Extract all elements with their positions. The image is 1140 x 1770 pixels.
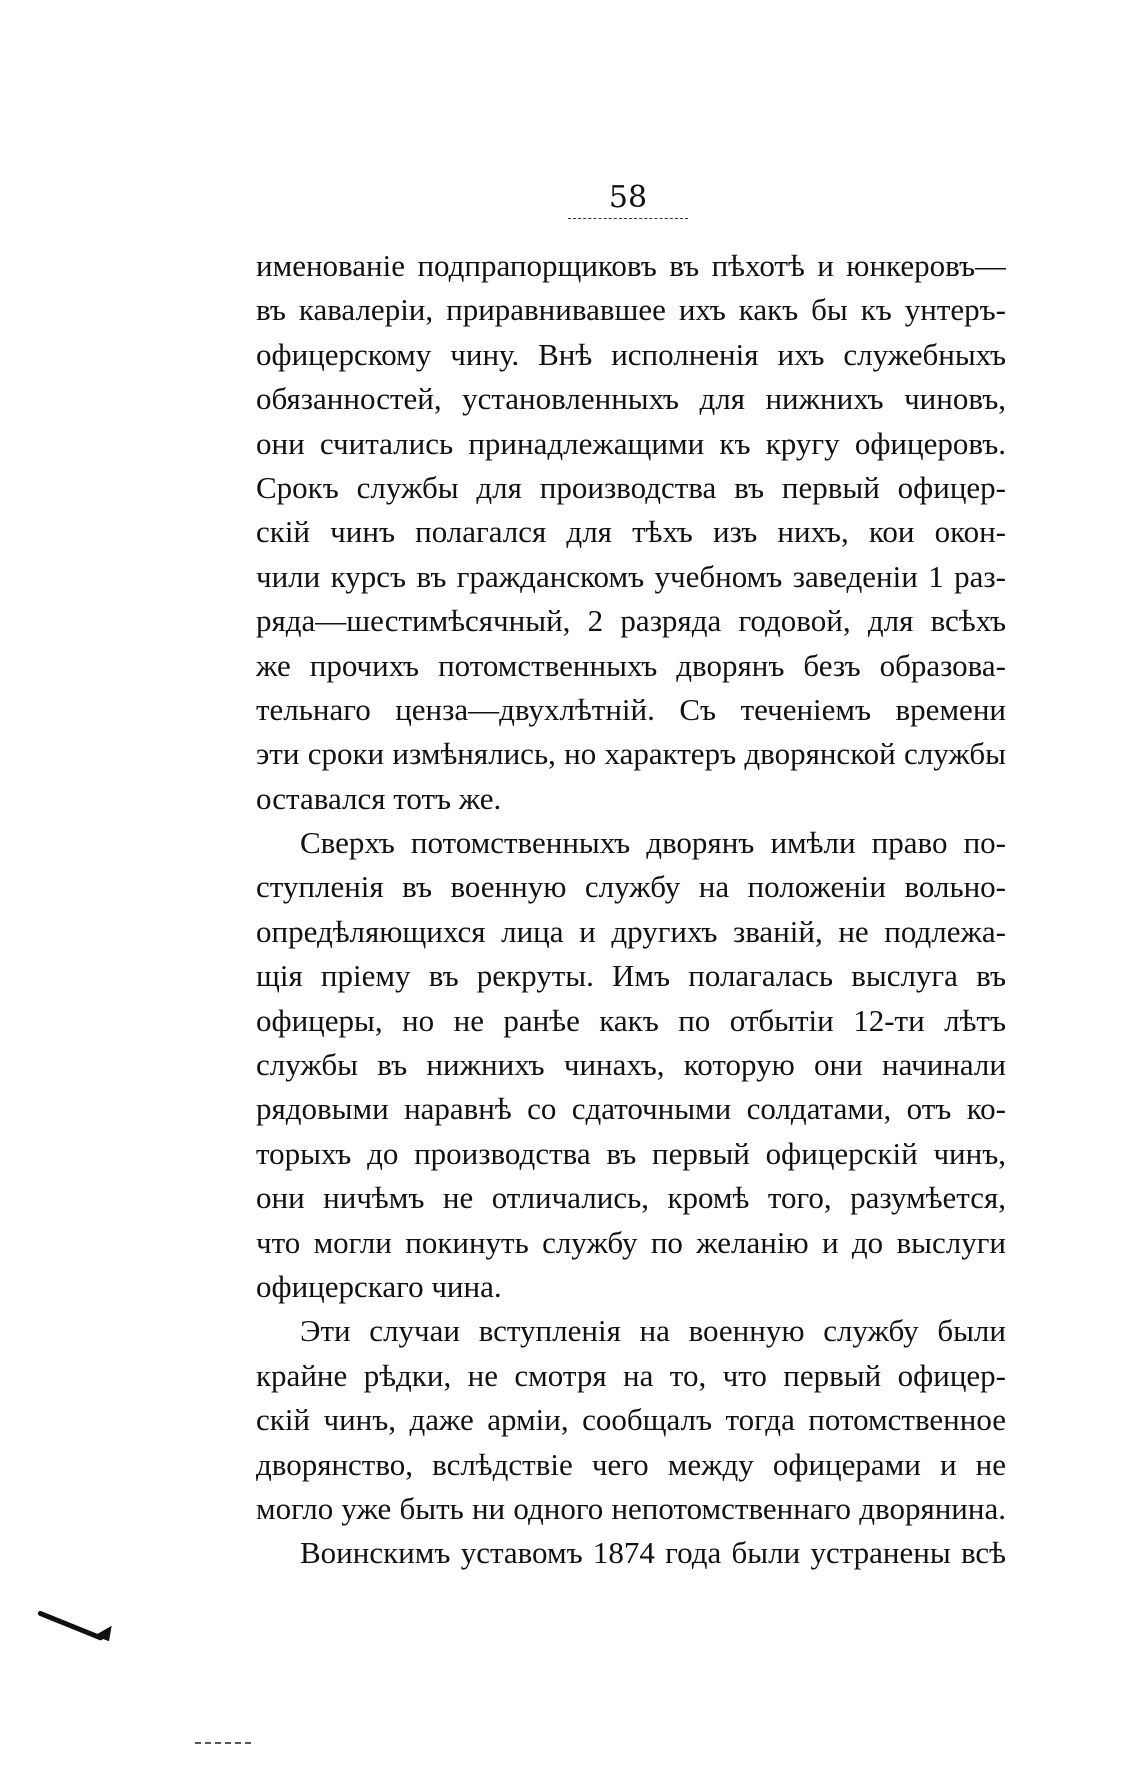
text-line: торыхъ до производства въ первый офицерскій чинъ, [256,1135,1006,1171]
text-line: Срокъ службы для производства въ первый офицер- [256,469,1006,505]
text-line: Воинскимъ уставомъ 1874 года были устранены всѣ [300,1535,1006,1571]
text-line: Сверхъ потомственныхъ дворянъ имѣли право по- [300,825,1006,861]
scan-speck [195,1742,255,1744]
text-line: ряда—шестимѣсячный, 2 разряда годовой, для всѣхъ [256,603,1006,639]
text-line: тельнаго ценза—двухлѣтній. Съ теченіемъ времени [256,691,1006,727]
text-line: офицерскаго чина. [256,1268,502,1304]
text-line: могло уже быть ни одного непотомственнаго дворянина. [256,1490,1006,1526]
text-line: офицерскому чину. Внѣ исполненія ихъ служебныхъ [256,336,1006,372]
page-number: 58 [608,180,648,215]
text-line: въ кавалеріи, приравнивавшее ихъ какъ бы къ унтеръ- [256,292,1006,328]
text-line: чили курсъ въ гражданскомъ учебномъ заведеніи 1 раз- [256,558,1006,594]
text-line: обязанностей, установленныхъ для нижнихъ чиновъ, [256,381,1006,417]
body-text [256,244,1006,1576]
scan-mark-tip [94,1626,117,1646]
text-line: крайне рѣдки, не смотря на то, что первый офицер- [256,1357,1006,1393]
text-line: щія пріему въ рекруты. Имъ полагалась выслуга въ [256,958,1006,994]
text-line: оставался тотъ же. [256,780,502,816]
text-line: скій чинъ полагался для тѣхъ изъ нихъ, кои окон- [256,514,1006,550]
text-line: они считались принадлежащими къ кругу офицеровъ. [256,425,1006,461]
text-line: именованіе подпрапорщиковъ въ пѣхотѣ и юнкеровъ— [256,248,1006,283]
text-line: Эти случаи вступленія на военную службу были [300,1313,1006,1349]
text-line: офицеры, но не ранѣе какъ по отбытіи 12-ти лѣтъ [256,1002,1006,1038]
page-number-rule [568,218,688,219]
text-line: опредѣляющихся лица и другихъ званій, не подлежа- [256,913,1006,949]
text-line: дворянство, вслѣдствіе чего между офицерами и не [256,1446,1006,1482]
text-line: службы въ нижнихъ чинахъ, которую они начинали [256,1047,1006,1083]
text-line: эти сроки измѣнялись, но характеръ дворянской службы [256,736,1006,772]
text-line: же прочихъ потомственныхъ дворянъ безъ образова- [256,647,1006,683]
text-line: что могли покинуть службу по желанію и до выслуги [256,1224,1006,1260]
text-line: они ничѣмъ не отличались, кромѣ того, разумѣется, [256,1180,1006,1216]
text-line: скій чинъ, даже арміи, сообщалъ тогда потомственное [256,1402,1006,1438]
text-line: рядовыми наравнѣ со сдаточными солдатами, отъ ко- [256,1091,1006,1127]
text-line: ступленія въ военную службу на положеніи вольно- [256,869,1006,905]
